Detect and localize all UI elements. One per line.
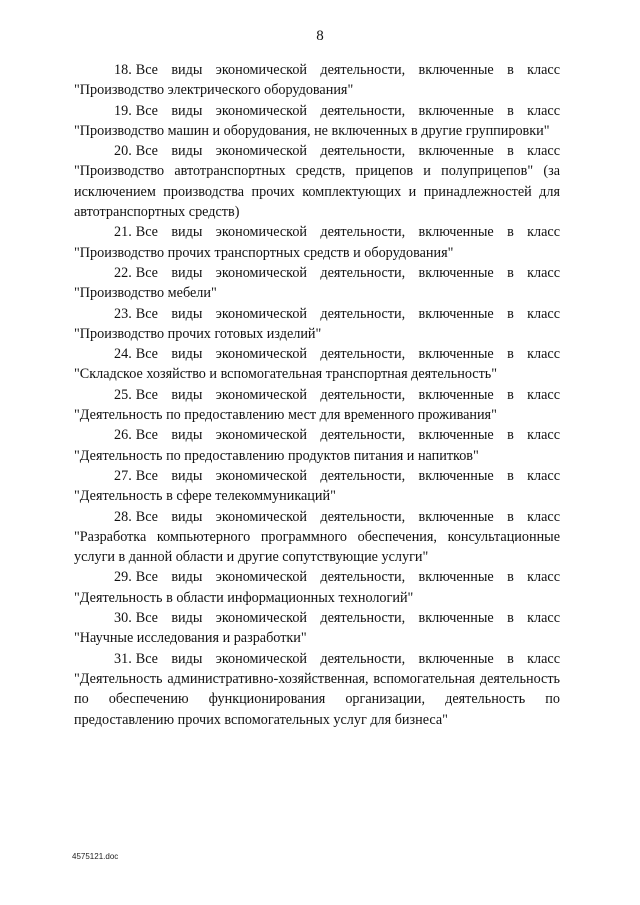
item-text: Все виды экономической деятельности, включенные в класс "Производство мебели" (74, 264, 560, 302)
list-item (74, 101, 560, 142)
list-item (74, 385, 560, 426)
list-item (74, 507, 560, 568)
item-text: Все виды экономической деятельности, включенные в класс "Деятельность по предоставлению продуктов питания и напитков" (74, 427, 560, 464)
item-number: 23. (114, 305, 132, 322)
item-number: 25. (114, 386, 132, 403)
list-item (74, 60, 560, 101)
document-body (74, 60, 560, 730)
item-text: Все виды экономической деятельности, включенные в класс "Производство автотранспортных средств, прицепов и полуприцепов" (за исключением производства прочих комплектующих и принадлежностей для автотранспортных средств) (74, 143, 560, 221)
item-text: Все виды экономической деятельности, включенные в класс "Деятельность в области информационных технологий" (74, 569, 560, 606)
item-number: 22. (114, 264, 132, 281)
item-number: 18. (114, 62, 132, 78)
item-text: Все виды экономической деятельности, включенные в класс "Деятельность административно-хозяйственная, вспомогательная деятельность по обеспечению функционирования организации, деятельность по предоставлению прочих вспомогательных услуг для бизнеса" (74, 650, 560, 728)
list-item (74, 608, 560, 649)
list-item (74, 466, 560, 507)
list-item (74, 567, 560, 608)
item-text: Все виды экономической деятельности, включенные в класс "Производство прочих транспортных средств и оборудования" (74, 224, 560, 261)
list-item (74, 222, 560, 263)
list-item (74, 425, 560, 466)
item-number: 31. (114, 650, 132, 667)
list-item (74, 344, 560, 385)
item-text: Все виды экономической деятельности, включенные в класс "Разработка компьютерного программного обеспечения, консультационные услуги в данной области и другие сопутствующие услуги" (74, 508, 560, 566)
item-number: 24. (114, 346, 132, 363)
item-text: Все виды экономической деятельности, включенные в класс "Деятельность в сфере телекоммуникаций" (74, 467, 560, 505)
item-text: Все виды экономической деятельности, включенные в класс "Производство машин и оборудования, не включенных в другие группировки" (74, 102, 560, 139)
list-item (74, 141, 560, 222)
list-item (74, 304, 560, 345)
list-item (74, 649, 560, 730)
item-number: 27. (114, 467, 132, 484)
item-text: Все виды экономической деятельности, включенные в класс "Производство электрического оборудования" (74, 62, 560, 99)
item-text: Все виды экономической деятельности, включенные в класс "Производство прочих готовых изделий" (74, 305, 560, 342)
item-number: 20. (114, 143, 132, 160)
item-number: 21. (114, 224, 132, 241)
item-number: 19. (114, 102, 132, 119)
item-number: 28. (114, 508, 132, 525)
item-number: 30. (114, 610, 132, 627)
page-number: 8 (316, 28, 324, 44)
item-text: Все виды экономической деятельности, включенные в класс "Научные исследования и разработки" (74, 610, 560, 647)
list-item (74, 263, 560, 304)
item-text: Все виды экономической деятельности, включенные в класс "Складское хозяйство и вспомогательная транспортная деятельность" (74, 346, 560, 383)
item-number: 26. (114, 427, 132, 444)
item-text: Все виды экономической деятельности, включенные в класс "Деятельность по предоставлению мест для временного проживания" (74, 386, 560, 424)
item-number: 29. (114, 569, 132, 586)
footer-filename: 4575121.doc (72, 852, 119, 861)
